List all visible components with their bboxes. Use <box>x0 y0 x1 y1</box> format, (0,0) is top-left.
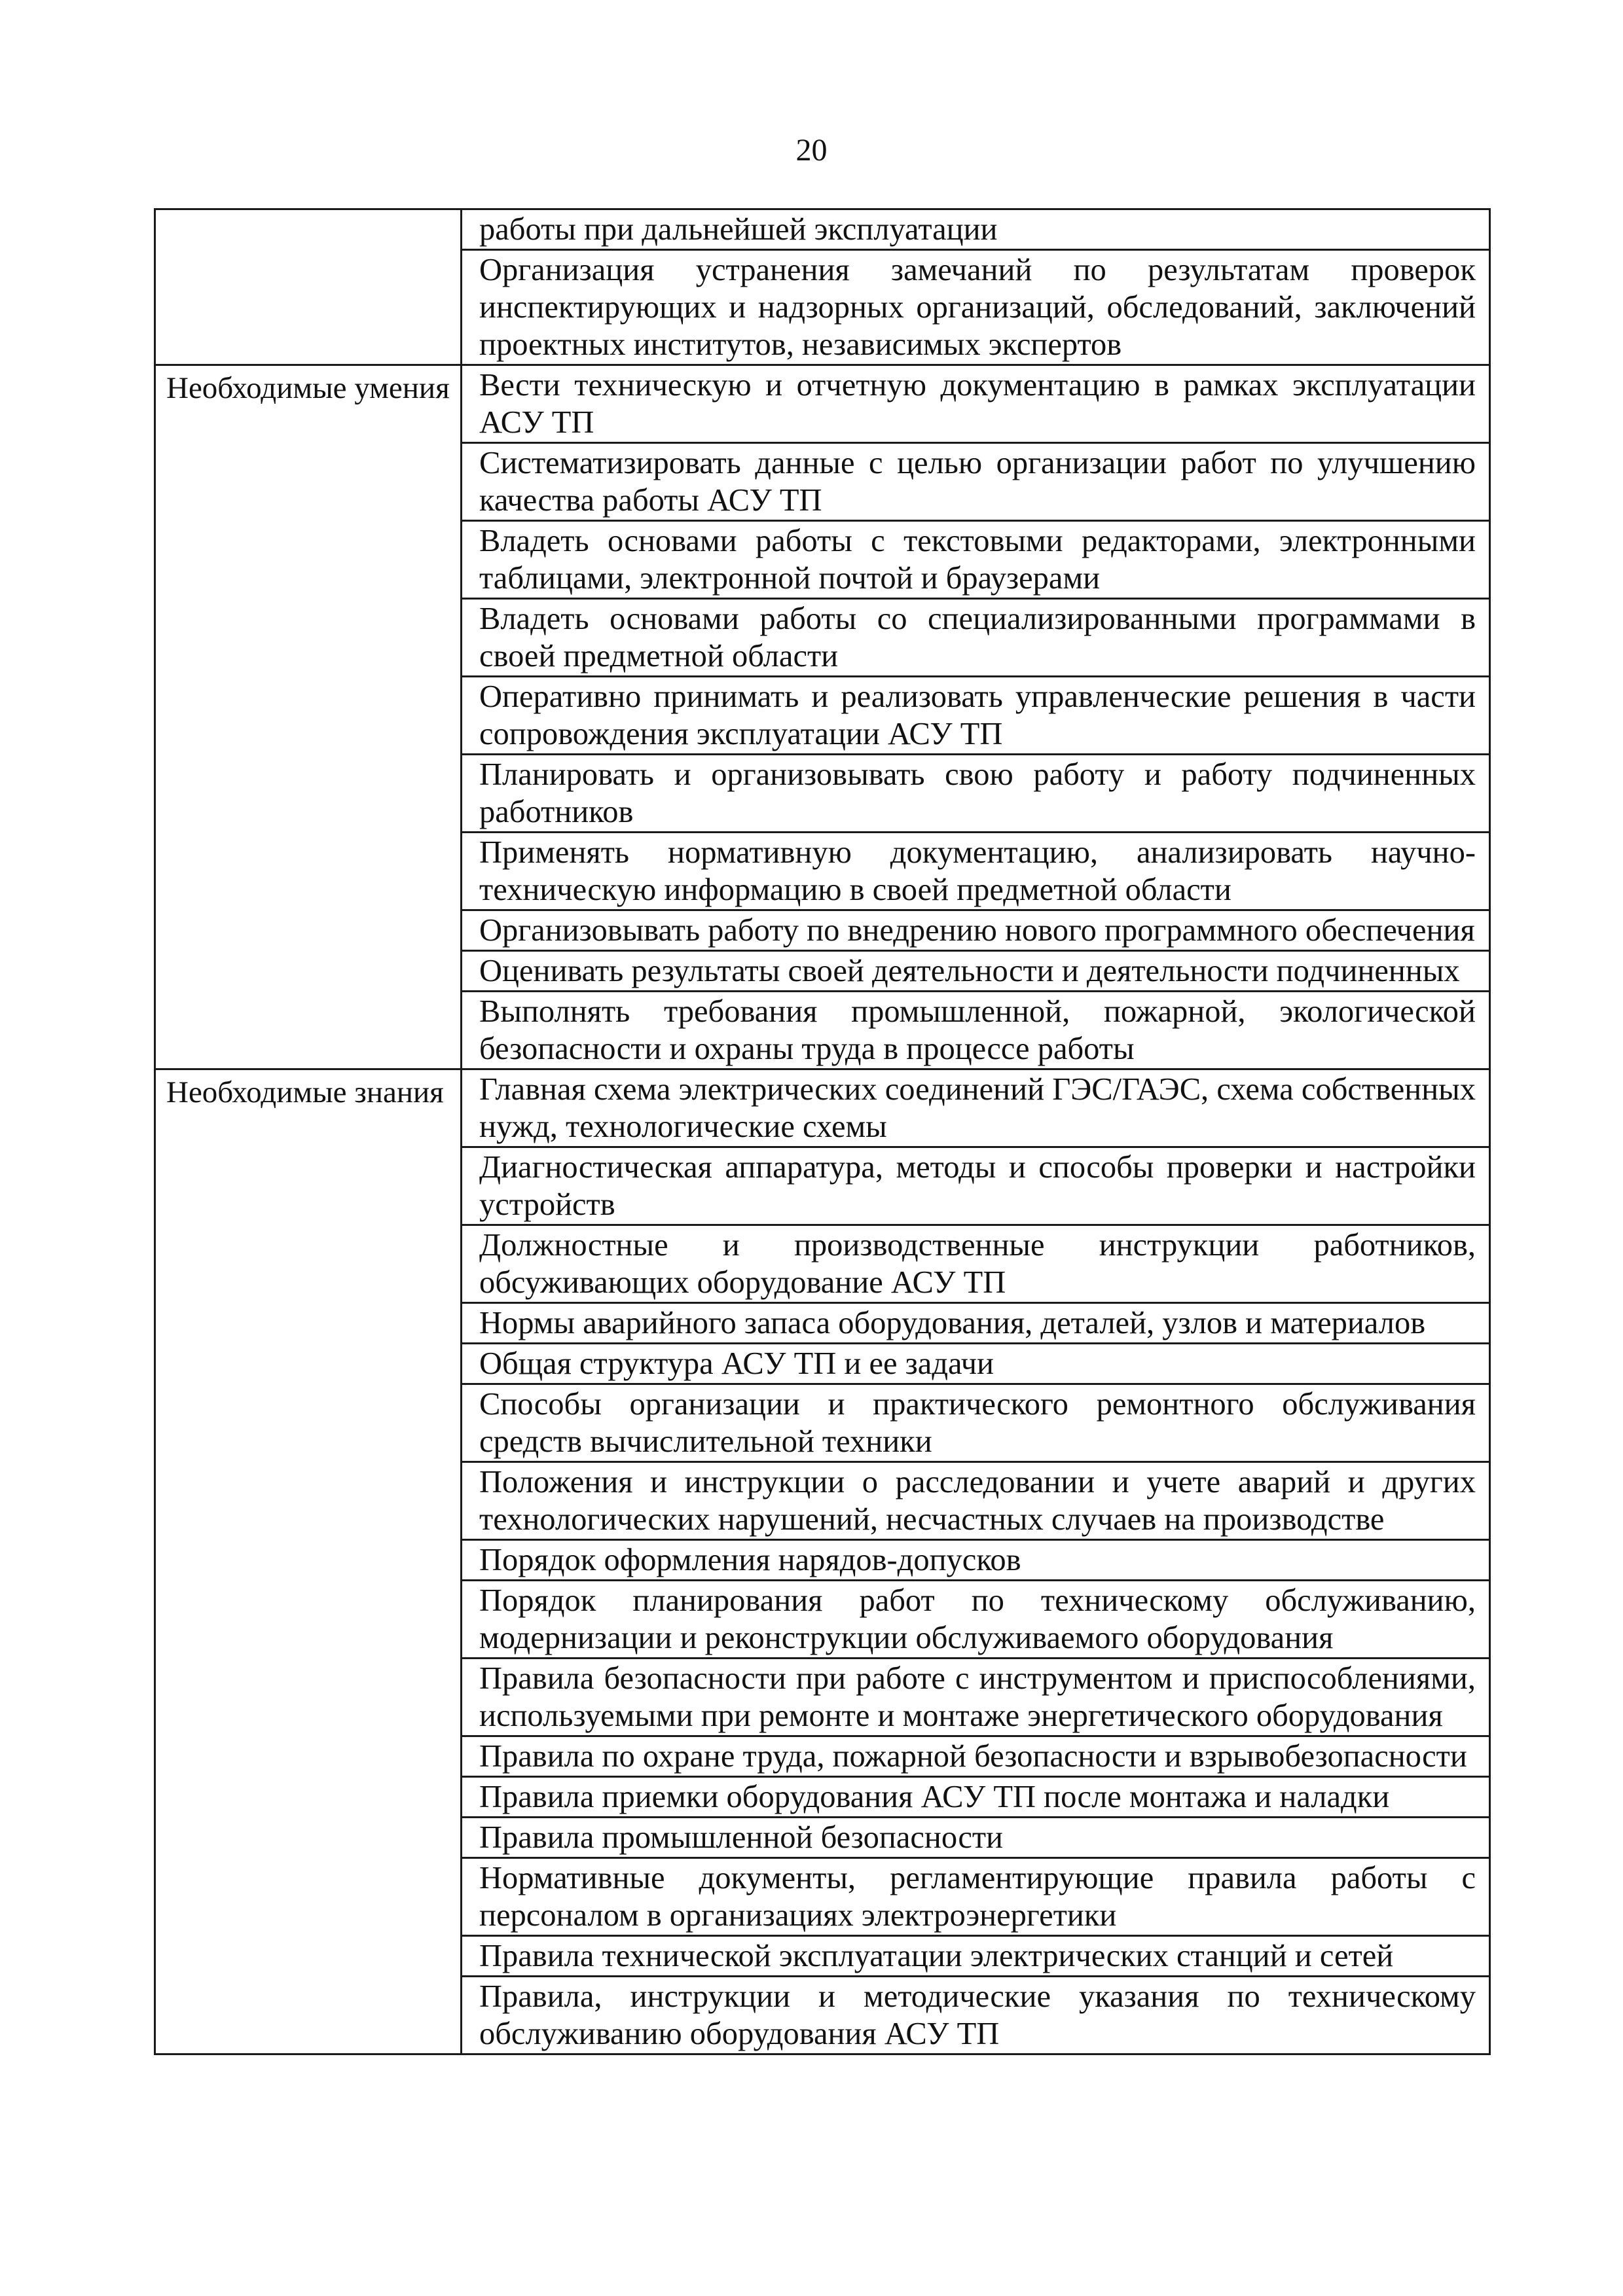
requirement-cell: Диагностическая аппаратура, методы и способы проверки и настройки устройств <box>462 1147 1490 1225</box>
group-label: Необходимые знания <box>155 1069 462 2054</box>
requirements-table <box>154 208 1491 2055</box>
requirement-cell: Правила приемки оборудования АСУ ТП после монтажа и наладки <box>462 1777 1490 1818</box>
requirement-cell: работы при дальнейшей эксплуатации <box>462 209 1490 250</box>
requirement-cell: Общая структура АСУ ТП и ее задачи <box>462 1344 1490 1384</box>
requirement-cell: Владеть основами работы со специализированными программами в своей предметной области <box>462 599 1490 677</box>
table-row <box>155 365 1490 443</box>
table-row <box>155 209 1490 250</box>
requirement-cell: Правила промышленной безопасности <box>462 1818 1490 1858</box>
requirement-cell: Порядок оформления нарядов-допусков <box>462 1540 1490 1581</box>
requirement-cell: Нормы аварийного запаса оборудования, деталей, узлов и материалов <box>462 1303 1490 1344</box>
requirement-cell: Должностные и производственные инструкции работников, обсуживающих оборудование АСУ ТП <box>462 1225 1490 1303</box>
requirement-cell: Положения и инструкции о расследовании и учете аварий и других технологических нарушений, несчастных случаев на производстве <box>462 1462 1490 1540</box>
requirement-cell: Организовывать работу по внедрению нового программного обеспечения <box>462 910 1490 951</box>
requirement-cell: Оценивать результаты своей деятельности и деятельности подчиненных <box>462 951 1490 992</box>
requirement-cell: Оперативно принимать и реализовать управленческие решения в части сопровождения эксплуатации АСУ ТП <box>462 677 1490 755</box>
requirement-cell: Правила по охране труда, пожарной безопасности и взрывобезопасности <box>462 1736 1490 1777</box>
requirement-cell: Владеть основами работы с текстовыми редакторами, электронными таблицами, электронной почтой и браузерами <box>462 521 1490 599</box>
requirement-cell: Вести техническую и отчетную документацию в рамках эксплуатации АСУ ТП <box>462 365 1490 443</box>
requirement-cell: Систематизировать данные с целью организации работ по улучшению качества работы АСУ ТП <box>462 443 1490 521</box>
requirement-cell: Организация устранения замечаний по результатам проверок инспектирующих и надзорных организаций, обследований, заключений проектных институтов, независимых экспертов <box>462 250 1490 365</box>
requirement-cell: Главная схема электрических соединений ГЭС/ГАЭС, схема собственных нужд, технологические схемы <box>462 1069 1490 1147</box>
requirement-cell: Правила безопасности при работе с инструментом и приспособлениями, используемыми при ремонте и монтаже энергетического оборудования <box>462 1659 1490 1736</box>
requirement-cell: Порядок планирования работ по техническому обслуживанию, модернизации и реконструкции обслуживаемого оборудования <box>462 1581 1490 1659</box>
requirement-cell: Нормативные документы, регламентирующие правила работы с персоналом в организациях электроэнергетики <box>462 1858 1490 1936</box>
requirement-cell: Правила, инструкции и методические указания по техническому обслуживанию оборудования АСУ ТП <box>462 1977 1490 2054</box>
requirement-cell: Применять нормативную документацию, анализировать научно-техническую информацию в своей предметной области <box>462 833 1490 910</box>
requirement-cell: Выполнять требования промышленной, пожарной, экологической безопасности и охраны труда в процессе работы <box>462 992 1490 1069</box>
requirement-cell: Планировать и организовывать свою работу и работу подчиненных работников <box>462 755 1490 833</box>
page-number: 20 <box>795 133 828 168</box>
requirement-cell: Правила технической эксплуатации электрических станций и сетей <box>462 1936 1490 1977</box>
requirement-cell: Способы организации и практического ремонтного обслуживания средств вычислительной техники <box>462 1384 1490 1462</box>
group-label: Необходимые умения <box>155 365 462 1069</box>
group-label <box>155 209 462 365</box>
requirements-table-body <box>155 209 1490 2054</box>
table-row <box>155 1069 1490 1147</box>
